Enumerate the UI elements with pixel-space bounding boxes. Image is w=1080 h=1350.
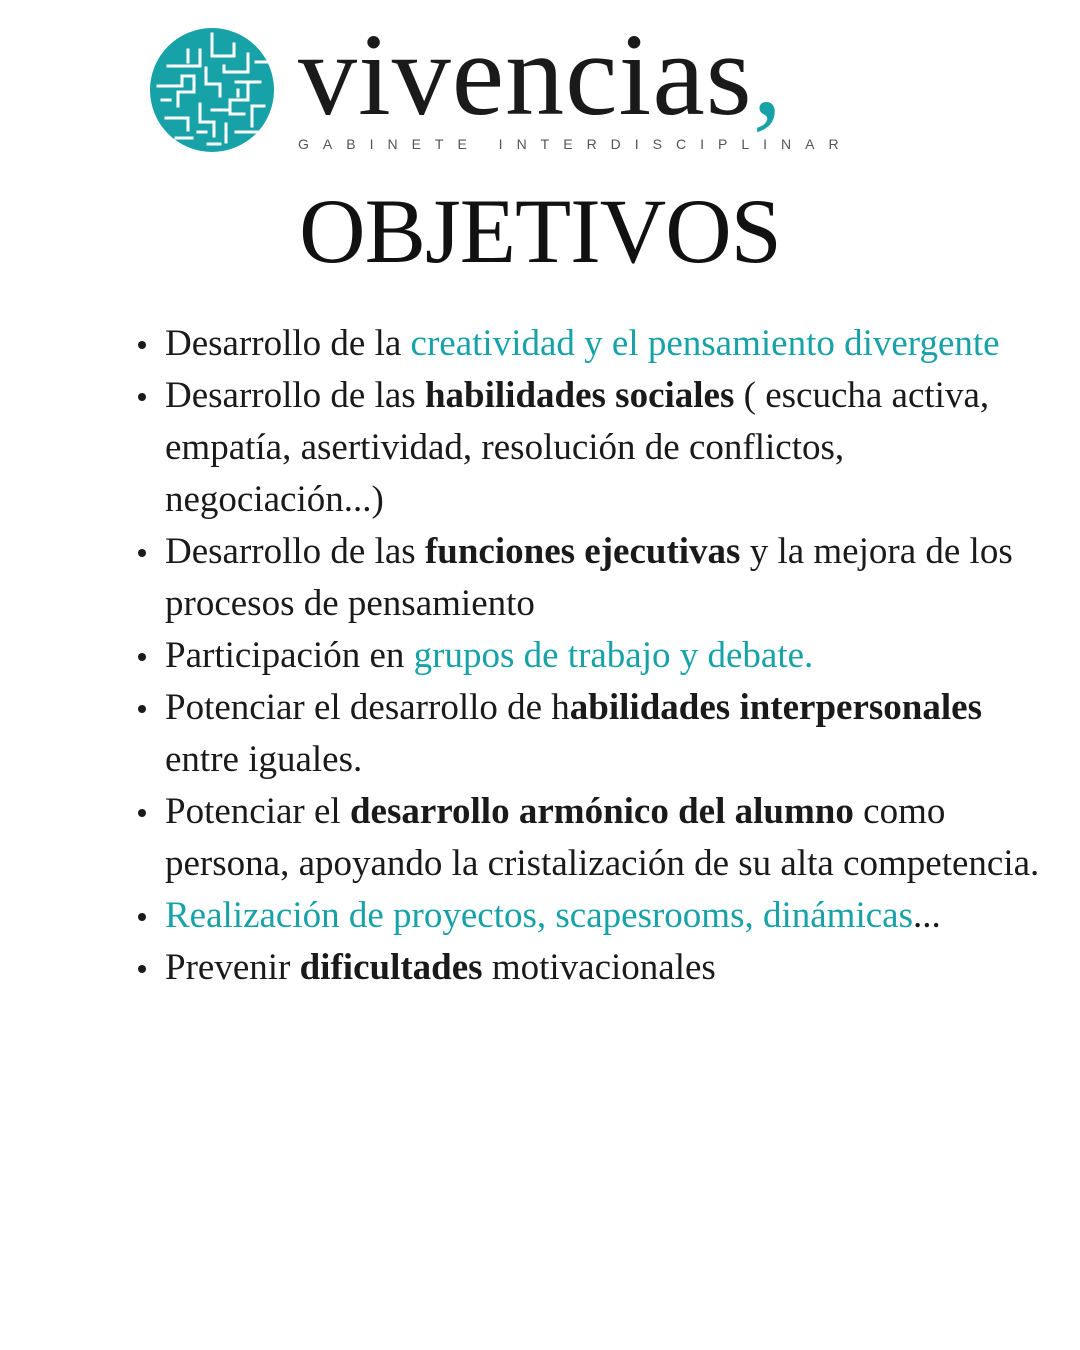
objective-text: Prevenir xyxy=(165,947,300,988)
objective-text: abilidades interpersonales xyxy=(569,687,982,728)
objective-item xyxy=(165,786,1065,890)
objective-text: funciones ejecutivas xyxy=(424,531,741,572)
objective-item xyxy=(165,370,1065,526)
objective-text: Desarrollo de las xyxy=(165,375,425,416)
objective-item xyxy=(165,526,1065,630)
brand-comma: , xyxy=(752,9,784,140)
objective-text: ... xyxy=(912,895,941,936)
objectives-list xyxy=(110,318,1065,994)
maze-icon xyxy=(148,26,276,154)
objective-text: Desarrollo de las xyxy=(165,531,425,572)
objective-item xyxy=(165,318,1065,370)
brand-name: vivencias, xyxy=(298,9,784,140)
objective-text: creatividad y el pensamiento divergente xyxy=(410,323,1000,364)
objective-text: ( escucha activa, empatía, asertividad, resolución de conflictos, negociación...) xyxy=(165,375,990,520)
objective-item xyxy=(165,630,1065,682)
objective-text: grupos de trabajo y debate. xyxy=(413,635,814,676)
objective-item xyxy=(165,942,1065,994)
objective-text: Desarrollo de la xyxy=(165,323,411,364)
brand-header xyxy=(148,9,948,166)
objective-text: motivacionales xyxy=(482,947,716,988)
objective-text: dificultades xyxy=(299,947,483,988)
brand-subtitle: GABINETE INTERDISCIPLINAR xyxy=(298,136,853,152)
objective-text: como persona, apoyando la cristalización de su alta competencia. xyxy=(165,791,1040,884)
objective-text: Realización de proyectos, scapesrooms, dinámicas xyxy=(165,895,913,936)
objective-text: desarrollo armónico del alumno xyxy=(349,791,854,832)
objective-text: Potenciar el xyxy=(165,791,350,832)
objective-text: entre iguales. xyxy=(165,739,363,780)
objective-text: habilidades sociales xyxy=(424,375,735,416)
objective-text: y la mejora de los procesos de pensamiento xyxy=(165,531,1013,624)
objective-text: Participación en xyxy=(165,635,414,676)
objective-item xyxy=(165,682,1065,786)
objective-item xyxy=(165,890,1065,942)
objective-text: Potenciar el desarrollo de h xyxy=(165,687,570,728)
page-title: OBJETIVOS xyxy=(299,180,781,282)
